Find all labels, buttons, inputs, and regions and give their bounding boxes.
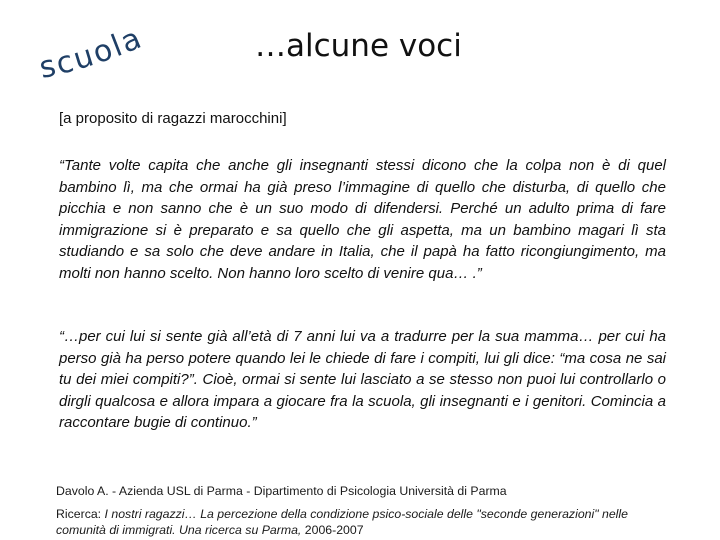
subtitle: [a proposito di ragazzi marocchini] <box>59 110 287 127</box>
slide-title: …alcune voci <box>255 28 462 64</box>
credits-author: Davolo A. - Azienda USL di Parma - Dipartimento di Psicologia Università di Parma <box>56 484 507 498</box>
research-title: I nostri ragazzi… La percezione della condizione psico-sociale delle "seconde generazioni" nelle comunità di immigrati. Una ricerca su Parma, <box>56 506 628 537</box>
credits-research <box>56 506 656 539</box>
scuola-logo-text <box>36 20 148 86</box>
quote-first: “Tante volte capita che anche gli insegnanti stessi dicono che la colpa non è di quel bambino lì, ma che ormai ha già preso l’immagine di quello che disturba, di quello che picchia e non sanno che è un suo modo di difendersi. Perché un adulto prima di fare immigrazione si è preparato e sa quello che gli aspetta, ma un bambino magari lì sta studiando e sa solo che deve andare in Italia, che il papà ha fatto ricongiungimento, ma molti non hanno scelto. Non hanno loro scelto di venire qua… .” <box>59 157 666 282</box>
credits <box>56 483 656 539</box>
quote-second: “…per cui lui si sente già all’età di 7 anni lui va a tradurre per la sua mamma… per cui ha perso già ha perso potere quando lei le chiede di fare i compiti, lui gli dice: “ma cosa ne sai tu dei miei compiti?”. Cioè, ormai si sente lui lasciato a se stesso non puoi lui controllarlo o dirgli qualcosa e allora impara a giocare fra la scuola, gli insegnanti e i genitori. Comincia a raccontare bugie di continuo.” <box>59 328 666 432</box>
research-label: Ricerca: <box>56 506 102 521</box>
scuola-logo-textpath: scuola <box>36 20 149 86</box>
research-years: 2006-2007 <box>304 523 364 537</box>
scuola-logo <box>38 20 178 90</box>
